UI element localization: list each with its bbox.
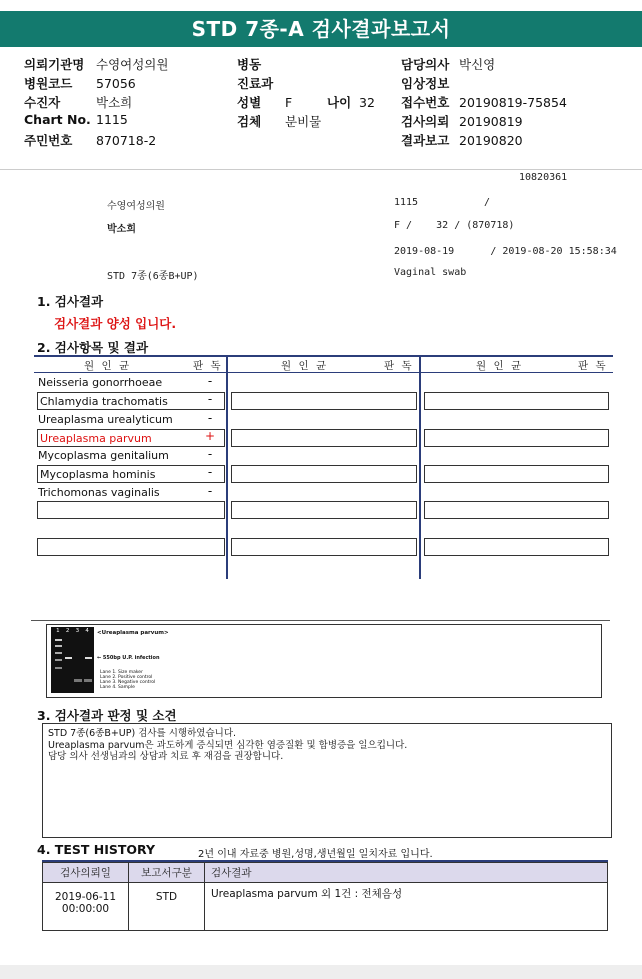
history-header-result: 검사결과 xyxy=(205,863,608,883)
header-row xyxy=(24,131,224,150)
gel-title: <Ureaplasma parvum> xyxy=(97,630,169,636)
header-row xyxy=(24,112,224,131)
label-hospital: 의뢰기관명 xyxy=(24,57,85,72)
list-item xyxy=(38,374,225,392)
gel-band xyxy=(55,639,62,641)
report-patient: 박소희 xyxy=(107,224,136,235)
header-row xyxy=(237,112,397,131)
header-col1 xyxy=(24,55,224,150)
section3-title: 3. 검사결과 판정 및 소견 xyxy=(37,708,177,723)
pathogen-name: Chlamydia trachomatis xyxy=(40,395,168,408)
value-request-date: 20190819 xyxy=(459,114,523,129)
label-report-date: 결과보고 xyxy=(401,133,450,148)
value-sex: F xyxy=(285,95,293,110)
history-header-date: 검사의뢰일 xyxy=(43,863,129,883)
gel-legend-item: Lane 1. Size maker xyxy=(100,670,143,675)
header-row xyxy=(401,55,631,74)
table-top-line xyxy=(34,355,613,357)
list-item xyxy=(38,411,225,429)
gel-band xyxy=(55,659,62,661)
pathogen-name: Mycoplasma hominis xyxy=(40,468,156,481)
result-mark-positive: + xyxy=(204,429,216,443)
column-divider-2 xyxy=(419,355,421,579)
label-request-date: 검사의뢰 xyxy=(401,114,450,129)
gel-band xyxy=(74,679,82,682)
report-specimen: Vaginal swab xyxy=(394,267,467,278)
col-header-pathogen-1: 원 인 균 xyxy=(84,360,132,372)
label-patient: 수진자 xyxy=(24,95,61,110)
col-header-result-1: 판 독 xyxy=(193,360,223,372)
report-slash: / xyxy=(484,197,491,208)
result-mark: - xyxy=(207,447,213,461)
gel-band xyxy=(55,667,62,669)
history-type: STD xyxy=(129,883,205,931)
label-doctor: 담당의사 xyxy=(401,57,450,72)
empty-row xyxy=(231,501,417,519)
result-mark: - xyxy=(207,465,213,479)
result-mark: - xyxy=(207,374,213,388)
gel-band xyxy=(55,645,62,647)
result-mark: - xyxy=(207,392,213,406)
value-patient: 박소희 xyxy=(96,95,133,110)
report-hospital: 수영여성의원 xyxy=(107,201,165,212)
gel-legend-item: Lane 2. Positive control xyxy=(100,675,153,680)
gel-band xyxy=(84,679,92,682)
lane-label: 1 xyxy=(56,628,60,634)
header-col3 xyxy=(401,55,631,150)
col-header-result-2: 판 독 xyxy=(384,360,414,372)
col-header-result-3: 판 독 xyxy=(578,360,608,372)
label-specimen: 검체 xyxy=(237,114,262,129)
header-row xyxy=(401,131,631,150)
value-hospital: 수영여성의원 xyxy=(96,57,169,72)
value-specimen: 분비물 xyxy=(285,114,322,129)
positive-result: 검사결과 양성 입니다. xyxy=(54,316,177,331)
label-age: 나이 xyxy=(327,95,352,110)
history-header-type: 보고서구분 xyxy=(129,863,205,883)
label-hospital-code: 병원코드 xyxy=(24,76,73,91)
value-doctor: 박신영 xyxy=(459,57,496,72)
lane-label: 4 xyxy=(85,628,89,634)
label-resident-no: 주민번호 xyxy=(24,133,73,148)
list-item xyxy=(38,484,225,502)
report-dates: 2019-08-19 / 2019-08-20 15:58:34 xyxy=(394,246,617,257)
value-resident-no: 870718-2 xyxy=(96,133,157,148)
gel-legend-item: Lane 3. Negative control xyxy=(100,680,156,685)
header-row xyxy=(237,55,397,74)
history-date-cell xyxy=(43,883,129,931)
empty-row xyxy=(424,392,609,410)
header-row xyxy=(24,93,224,112)
history-time: 00:00:00 xyxy=(61,903,110,915)
history-date: 2019-06-11 xyxy=(54,891,117,903)
pathogen-name: Neisseria gonorrhoeae xyxy=(38,376,163,389)
empty-row xyxy=(37,501,225,519)
header-row xyxy=(237,74,397,93)
column-divider-1 xyxy=(226,355,228,579)
list-item xyxy=(37,392,225,410)
doc-number: 10820361 xyxy=(519,172,568,183)
gel-lane-labels xyxy=(53,628,92,634)
report-test-name: STD 7종(6종B+UP) xyxy=(107,271,199,282)
lane-label: 2 xyxy=(65,628,70,634)
header-row xyxy=(24,74,224,93)
section2-title: 2. 검사항목 및 결과 xyxy=(37,340,149,355)
gel-legend xyxy=(100,670,155,690)
gel-legend-item: Lane 4. Sample xyxy=(100,685,135,690)
label-chart: Chart No. xyxy=(24,112,91,127)
col-header-pathogen-2: 원 인 균 xyxy=(281,360,329,372)
empty-row xyxy=(424,429,609,447)
empty-row xyxy=(231,429,417,447)
lane-label: 3 xyxy=(75,628,80,634)
empty-row xyxy=(424,501,609,519)
header-row xyxy=(401,112,631,131)
empty-row xyxy=(231,465,417,483)
pathogen-name: Mycoplasma genitalium xyxy=(38,449,169,462)
header-col2 xyxy=(237,55,397,131)
value-report-date: 20190820 xyxy=(459,133,523,148)
footer-bar xyxy=(0,965,642,979)
history-note: 2년 이내 자료중 병원,성명,생년월일 일치자료 입니다. xyxy=(198,849,433,860)
empty-row xyxy=(231,538,417,556)
label-sex: 성별 xyxy=(237,95,262,110)
label-receipt-no: 접수번호 xyxy=(401,95,450,110)
empty-row xyxy=(231,392,417,410)
history-table xyxy=(42,862,608,931)
value-hospital-code: 57056 xyxy=(96,76,136,91)
empty-row xyxy=(424,465,609,483)
pathogen-name: Trichomonas vaginalis xyxy=(38,486,160,499)
section1-title: 1. 검사결과 xyxy=(37,294,104,309)
label-ward: 병동 xyxy=(237,57,262,72)
header-row xyxy=(237,93,397,112)
result-mark: - xyxy=(207,484,213,498)
gel-band-note: ← 550bp U.P. infection xyxy=(97,655,160,661)
col-header-pathogen-3: 원 인 균 xyxy=(476,360,524,372)
pathogen-name: Ureaplasma urealyticum xyxy=(38,413,173,426)
report-sex-age: F / 32 / (870718) xyxy=(394,220,515,231)
list-item-positive xyxy=(37,429,225,447)
comment-line: STD 7종(6종B+UP) 검사를 시행하였습니다. xyxy=(48,728,237,739)
history-result: Ureaplasma parvum 외 1건 : 전체음성 xyxy=(205,883,608,931)
report-chart: 1115 xyxy=(394,197,419,208)
value-chart: 1115 xyxy=(96,112,128,127)
empty-row xyxy=(424,538,609,556)
label-department: 진료과 xyxy=(237,76,274,91)
report-title: STD 7종-A 검사결과보고서 xyxy=(0,11,642,47)
list-item xyxy=(38,447,225,465)
gel-image xyxy=(51,627,94,693)
pathogen-name: Ureaplasma parvum xyxy=(40,432,152,445)
section4-title: 4. TEST HISTORY xyxy=(37,842,156,857)
header-row xyxy=(401,74,631,93)
label-clinical-info: 임상정보 xyxy=(401,76,450,91)
comment-text xyxy=(48,728,407,763)
comment-line: 담당 의사 선생님과의 상담과 치료 후 재검을 권장합니다. xyxy=(48,751,284,762)
gel-band xyxy=(85,657,92,659)
value-receipt-no: 20190819-75854 xyxy=(459,95,567,110)
list-item xyxy=(37,465,225,483)
table-row xyxy=(43,883,608,931)
header-row xyxy=(401,93,631,112)
header-row xyxy=(24,55,224,74)
result-mark: - xyxy=(207,411,213,425)
empty-row xyxy=(37,538,225,556)
gel-band xyxy=(55,652,62,654)
gel-band xyxy=(65,657,72,659)
comment-line: Ureaplasma parvum은 과도하게 증식되면 심각한 염증질환 및 합병증을 일으킵니다. xyxy=(48,739,408,751)
gel-divider xyxy=(31,620,610,621)
value-age: 32 xyxy=(359,95,375,110)
